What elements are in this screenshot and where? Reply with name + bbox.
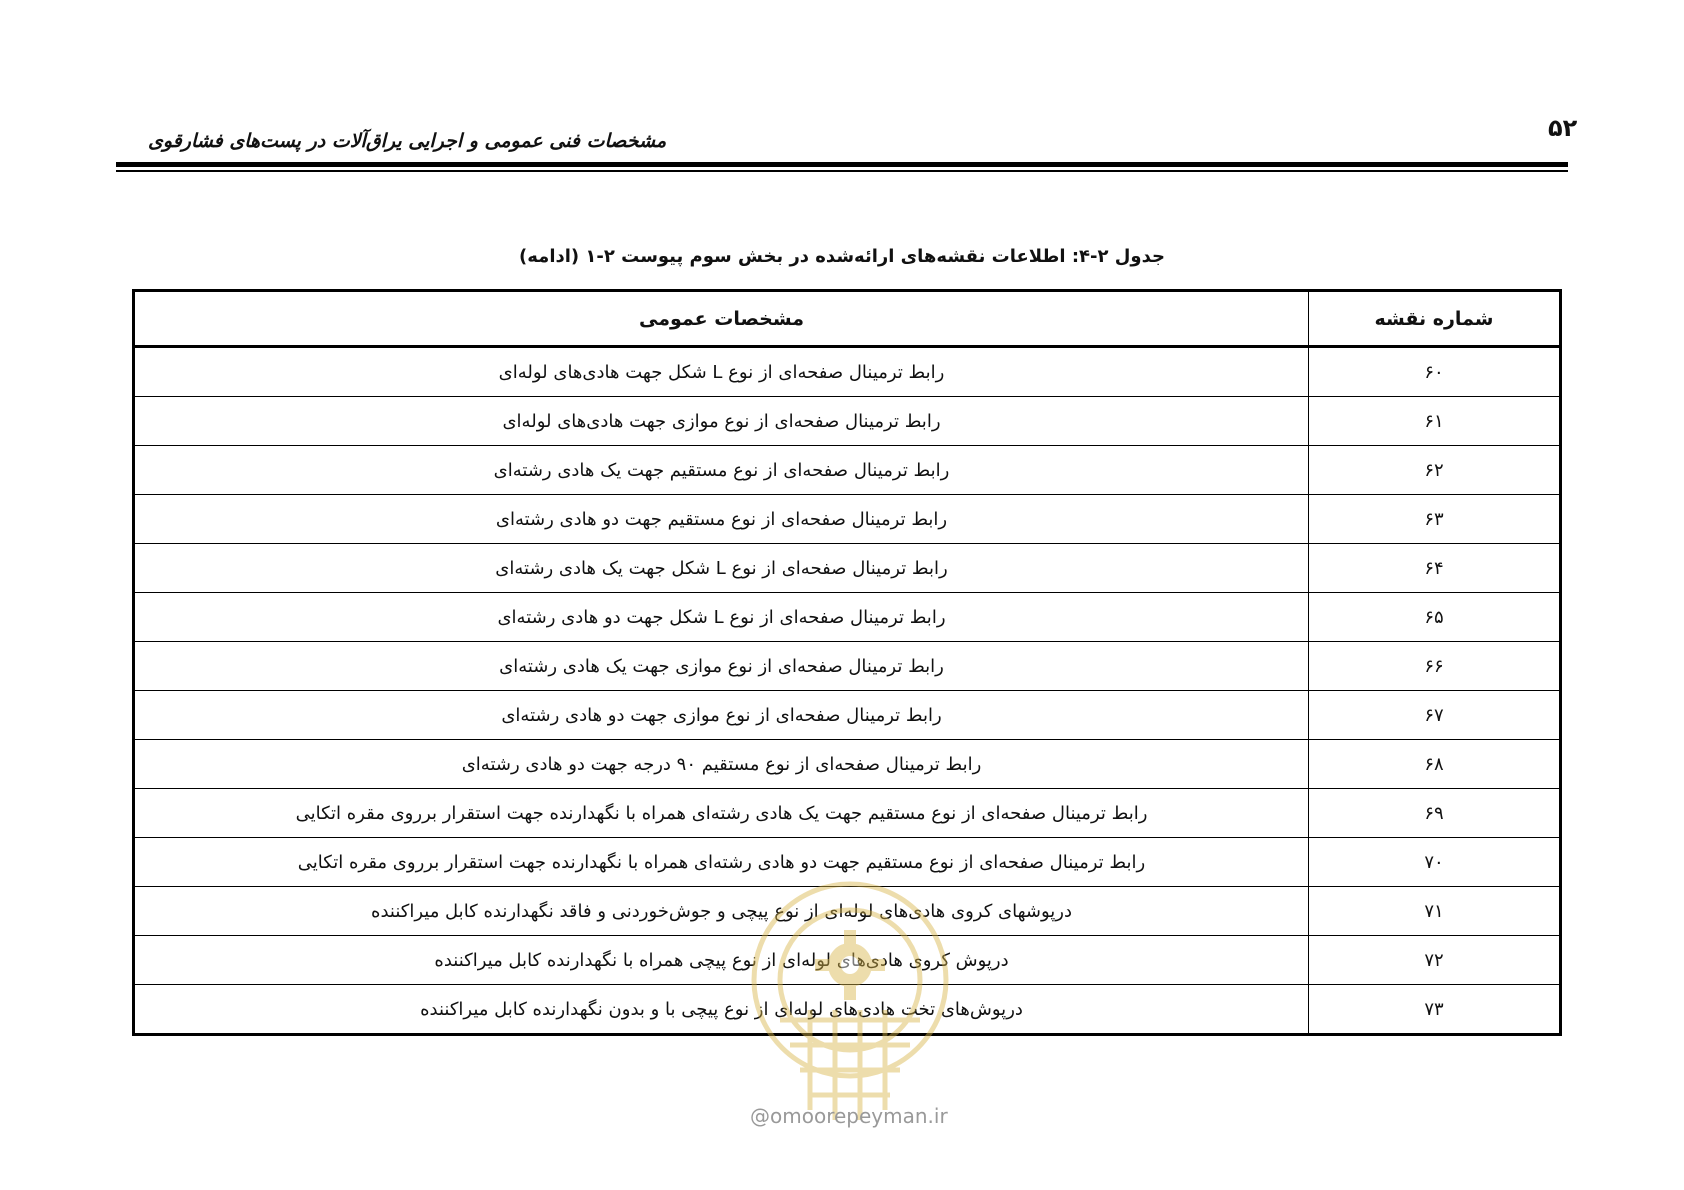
- drawing-number-cell: ۷۰: [1309, 838, 1561, 887]
- general-spec-cell: درپوشهای کروی هادی‌های لوله‌ای از نوع پیچی و جوش‌خوردنی و فاقد نگهدارنده کابل میراکننده: [134, 887, 1309, 936]
- general-spec-cell: رابط ترمینال صفحه‌ای از نوع مستقیم جهت یک هادی رشته‌ای: [134, 446, 1309, 495]
- table-caption: جدول ۲-۴: اطلاعات نقشه‌های ارائه‌شده در بخش سوم پیوست ۲-۱ (ادامه): [519, 246, 1165, 267]
- drawing-number-cell: ۶۴: [1309, 544, 1561, 593]
- general-spec-cell: رابط ترمینال صفحه‌ای از نوع موازی جهت یک هادی رشته‌ای: [134, 642, 1309, 691]
- table-row: [134, 985, 1561, 1035]
- page-number: ۵۲: [1548, 114, 1578, 142]
- table-row: [134, 397, 1561, 446]
- table-row: [134, 446, 1561, 495]
- general-spec-cell: رابط ترمینال صفحه‌ای از نوع L شکل جهت هادی‌های لوله‌ای: [134, 347, 1309, 397]
- table-row: [134, 838, 1561, 887]
- table-row: [134, 936, 1561, 985]
- drawing-number-cell: ۶۶: [1309, 642, 1561, 691]
- table-row: [134, 544, 1561, 593]
- drawing-number-cell: ۷۳: [1309, 985, 1561, 1035]
- drawing-number-cell: ۶۷: [1309, 691, 1561, 740]
- general-spec-cell: درپوش کروی هادی‌های لوله‌ای از نوع پیچی همراه با نگهدارنده کابل میراکننده: [134, 936, 1309, 985]
- drawing-number-cell: ۶۵: [1309, 593, 1561, 642]
- table-row: [134, 495, 1561, 544]
- drawing-number-cell: ۶۳: [1309, 495, 1561, 544]
- table-row: [134, 593, 1561, 642]
- drawing-number-cell: ۷۱: [1309, 887, 1561, 936]
- general-spec-cell: رابط ترمینال صفحه‌ای از نوع مستقیم ۹۰ درجه جهت دو هادی رشته‌ای: [134, 740, 1309, 789]
- general-spec-cell: رابط ترمینال صفحه‌ای از نوع موازی جهت هادی‌های لوله‌ای: [134, 397, 1309, 446]
- drawing-number-cell: ۶۸: [1309, 740, 1561, 789]
- general-spec-cell: رابط ترمینال صفحه‌ای از نوع مستقیم جهت دو هادی رشته‌ای همراه با نگهدارنده جهت استقرار برروی مقره اتکایی: [134, 838, 1309, 887]
- drawings-table: [132, 289, 1562, 1036]
- drawing-number-cell: ۶۲: [1309, 446, 1561, 495]
- drawing-number-cell: ۷۲: [1309, 936, 1561, 985]
- general-spec-cell: درپوش‌های تخت هادی‌های لوله‌ای از نوع پیچی با و بدون نگهدارنده کابل میراکننده: [134, 985, 1309, 1035]
- table-row: [134, 691, 1561, 740]
- drawing-number-cell: ۶۹: [1309, 789, 1561, 838]
- running-title: مشخصات فنی عمومی و اجرایی یراق‌آلات در پست‌های فشارقوی: [148, 130, 667, 152]
- general-spec-cell: رابط ترمینال صفحه‌ای از نوع L شکل جهت یک هادی رشته‌ای: [134, 544, 1309, 593]
- general-spec-cell: رابط ترمینال صفحه‌ای از نوع مستقیم جهت یک هادی رشته‌ای همراه با نگهدارنده جهت استقرار برروی مقره اتکایی: [134, 789, 1309, 838]
- table-row: [134, 347, 1561, 397]
- table-header-row: [134, 291, 1561, 347]
- table-row: [134, 642, 1561, 691]
- header-rule: [116, 162, 1568, 167]
- drawing-number-cell: ۶۱: [1309, 397, 1561, 446]
- general-spec-cell: رابط ترمینال صفحه‌ای از نوع موازی جهت دو هادی رشته‌ای: [134, 691, 1309, 740]
- table-row: [134, 740, 1561, 789]
- table-row: [134, 789, 1561, 838]
- drawing-number-cell: ۶۰: [1309, 347, 1561, 397]
- general-spec-cell: رابط ترمینال صفحه‌ای از نوع L شکل جهت دو هادی رشته‌ای: [134, 593, 1309, 642]
- general-spec-cell: رابط ترمینال صفحه‌ای از نوع مستقیم جهت دو هادی رشته‌ای: [134, 495, 1309, 544]
- table-row: [134, 887, 1561, 936]
- watermark-url: @omoorepeyman.ir: [750, 1104, 948, 1128]
- column-header-spec: مشخصات عمومی: [134, 291, 1309, 347]
- header-rule-thin: [116, 170, 1568, 172]
- column-header-number: شماره نقشه: [1309, 291, 1561, 347]
- table-body: [134, 347, 1561, 1035]
